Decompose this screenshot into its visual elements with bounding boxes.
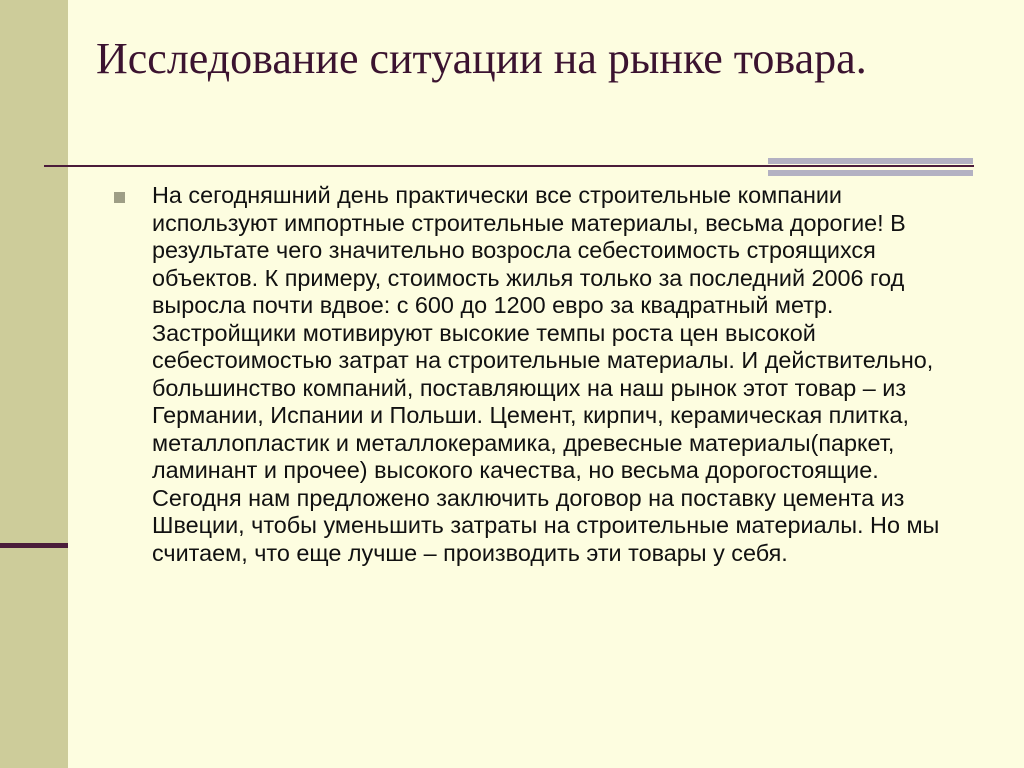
left-side-bar	[0, 0, 68, 768]
square-bullet-icon	[114, 192, 125, 203]
left-side-accent-line	[0, 543, 68, 548]
bullet-item	[114, 182, 974, 567]
bullet-text: На сегодняшний день практически все строительные компании используют импортные строительные материалы, весьма дорогие! В результате чего значительно возросла себестоимость строящихся объектов. К примеру, стоимость жилья только за последний 2006 год выросла почти вдвое: с 600 до 1200 евро за квадратный метр. Застройщики мотивируют высокие темпы роста цен высокой себестоимостью затрат на строительные материалы. И действительно, большинство компаний, поставляющих на наш рынок этот товар – из Германии, Испании и Польши. Цемент, кирпич, керамическая плитка, металлопластик и металлокерамика, древесные материалы(паркет, ламинант и прочее) высокого качества, но весьма дорогостоящие. Сегодня нам предложено заключить договор на поставку цемента из Швеции, чтобы уменьшить затраты на строительные материалы. Но мы считаем, что еще лучше – производить эти товары у себя.	[152, 182, 940, 566]
slide-title: Исследование ситуации на рынке товара.	[96, 34, 867, 83]
bullet-list	[114, 182, 974, 567]
decorative-stripes	[768, 158, 973, 178]
stripe-top	[768, 158, 973, 164]
stripe-bottom	[768, 170, 973, 176]
